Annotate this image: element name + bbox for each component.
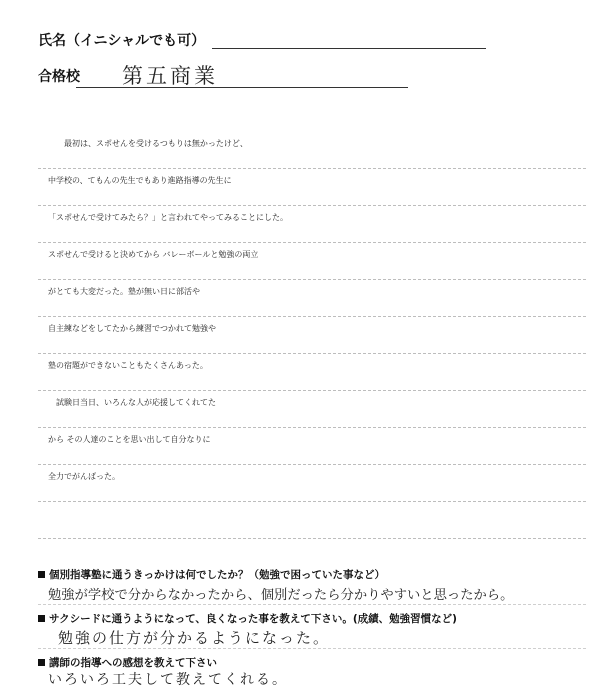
question-3-label: 講師の指導への感想を教えて下さい bbox=[38, 655, 217, 670]
essay-line: 最初は、スポせんを受けるつもりは無かったけど、 bbox=[48, 139, 248, 148]
question-2-answer: 勉強の仕方が分かるようになった。 bbox=[58, 629, 331, 647]
essay-rule bbox=[38, 427, 586, 428]
essay-line: がとても大変だった。塾が無い日に部活や bbox=[48, 287, 200, 296]
essay-line: 自主練などをしてたから練習でつかれて勉強や bbox=[48, 324, 216, 333]
essay-line: 塾の宿題ができないこともたくさんあった。 bbox=[48, 361, 208, 370]
essay-rule bbox=[38, 538, 586, 539]
essay-line: 全力でがんばった。 bbox=[48, 472, 120, 481]
question-2-label: サクシードに通うようになって、良くなった事を教えて下さい。(成績、勉強習慣など) bbox=[38, 611, 457, 626]
answer-rule bbox=[38, 604, 586, 605]
essay-rule bbox=[38, 205, 586, 206]
essay-line: 中学校の、てもんの先生でもあり進路指導の先生に bbox=[48, 176, 232, 185]
school-value: 第五商業 bbox=[122, 64, 218, 88]
essay-rule bbox=[38, 168, 586, 169]
essay-line: から その人達のことを思い出して自分なりに bbox=[48, 435, 211, 444]
bullet-icon bbox=[38, 615, 45, 622]
essay-rule bbox=[38, 353, 586, 354]
essay-line: 「スポせんで受けてみたら？」と言われてやってみることにした。 bbox=[48, 213, 288, 222]
essay-rule bbox=[38, 464, 586, 465]
essay-line: スポせんで受けると決めてから バレーボールと勉強の両立 bbox=[48, 250, 259, 259]
essay-line: 試験日当日、いろんな人が応援してくれてた bbox=[48, 398, 216, 407]
essay-rule bbox=[38, 242, 586, 243]
bullet-icon bbox=[38, 659, 45, 666]
question-3-answer: いろいろ工夫して教えてくれる。 bbox=[48, 672, 288, 688]
name-underline bbox=[212, 48, 486, 49]
name-label: 氏名（イニシャルでも可） bbox=[38, 33, 206, 49]
question-1-label: 個別指導塾に通うきっかけは何でしたか？（勉強で困っていた事など） bbox=[38, 567, 385, 582]
bullet-icon bbox=[38, 571, 45, 578]
essay-rule bbox=[38, 390, 586, 391]
school-label: 合格校 bbox=[38, 69, 80, 85]
answer-rule bbox=[38, 648, 586, 649]
essay-rule bbox=[38, 501, 586, 502]
essay-rule bbox=[38, 316, 586, 317]
essay-rule bbox=[38, 279, 586, 280]
question-1-answer: 勉強が学校で分からなかったから、個別だったら分かりやすいと思ったから。 bbox=[48, 588, 514, 603]
